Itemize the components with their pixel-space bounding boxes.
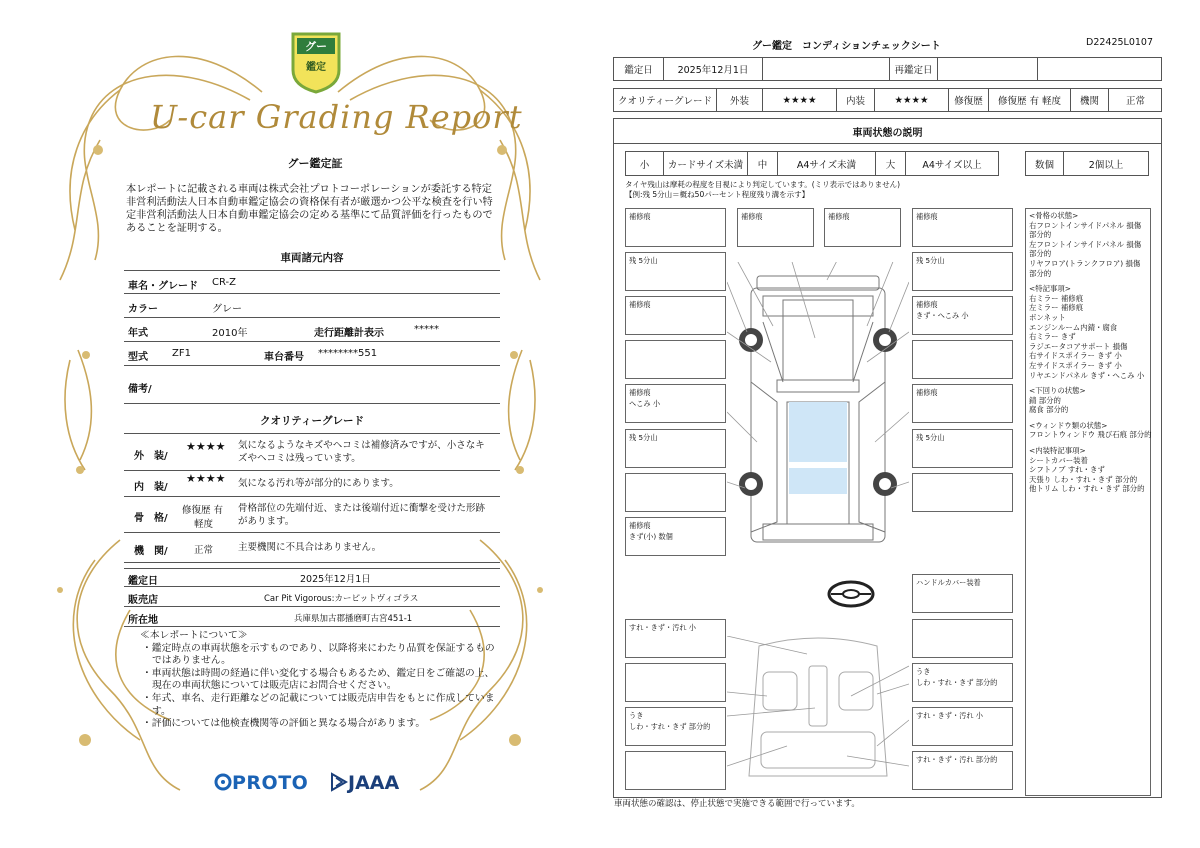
date-value: 2025年12月1日 — [300, 574, 371, 585]
interior-label: 内 装/ — [134, 482, 168, 493]
car-exterior-diagram — [727, 262, 909, 560]
note-box: 補修痕 — [625, 296, 726, 335]
engine-value: 正常 — [1125, 96, 1145, 107]
list-item: ボンネット — [1029, 312, 1066, 322]
list-item: リヤエンドパネル きず・へこみ 小 — [1029, 370, 1145, 380]
exterior-label: 外 装/ — [134, 451, 168, 462]
note-box — [912, 340, 1013, 379]
size-small: 小 — [626, 152, 664, 175]
proto-logo: PROTO — [214, 772, 308, 794]
size-legend — [625, 151, 999, 176]
sheet-id: D22425L0107 — [1086, 37, 1154, 48]
list-item: 他トリム しわ・すれ・きず 部分的 — [1029, 484, 1145, 494]
condition-notes-list — [1025, 208, 1151, 796]
spec-row-color — [124, 294, 500, 318]
list-item: 左フロントインサイドパネル 損傷 — [1029, 239, 1142, 249]
frame-value-degree: 軽度 — [194, 519, 214, 530]
list-item: <内装特記事項> — [1029, 446, 1086, 456]
note-box: すれ・きず・汚れ 小 — [912, 707, 1013, 746]
note-box: 補修痕 きず(小) 数個 — [625, 517, 726, 556]
spec-row-model — [124, 342, 500, 366]
color-value: グレー — [212, 304, 242, 315]
note-box: うき しわ・すれ・きず 部分的 — [912, 663, 1013, 702]
state-title: 車両状態の説明 — [613, 118, 1162, 144]
date-value: 2025年12月1日 — [664, 58, 763, 80]
date-row — [613, 57, 1162, 81]
count-desc: 2個以上 — [1088, 159, 1124, 171]
logo-area — [214, 768, 414, 804]
int-stars: ★★★★ — [875, 89, 949, 111]
quality-row-engine — [124, 533, 500, 563]
frame-label: 骨 格/ — [134, 513, 168, 524]
sheet-title: グー鑑定 コンディションチェックシート — [752, 41, 941, 52]
list-item: <ウィンドウ類の状態> — [1029, 420, 1108, 430]
size-large-desc: A4サイズ以上 — [922, 159, 982, 171]
chassis-value: ********551 — [318, 348, 378, 359]
note-box — [625, 751, 726, 790]
engine-desc: 主要機関に不具合はありません。 — [238, 542, 382, 553]
note-box: 補修痕 へこみ 小 — [625, 384, 726, 423]
size-mid-desc: A4サイズ未満 — [778, 152, 876, 175]
list-item: 右ミラー きず — [1029, 332, 1076, 342]
note-box: 残 5分山 — [625, 252, 726, 291]
info-row-date — [124, 568, 500, 587]
list-item: リヤフロア(トランクフロア) 損傷 — [1029, 258, 1141, 268]
jaaa-logo: JAAA — [330, 772, 399, 794]
remarks-label: 備考/ — [128, 384, 152, 395]
about-item: ・年式、車名、走行距離などの記載については販売店申告をもとに作成しています。 — [142, 692, 495, 717]
quality-row-frame — [124, 497, 500, 533]
reinspect-extra — [1038, 58, 1162, 80]
note-box: 補修痕 — [625, 208, 726, 247]
goo-appraisal-badge-icon — [287, 30, 345, 94]
list-item: <下回りの状態> — [1029, 386, 1086, 396]
grade-row — [613, 88, 1162, 112]
exterior-desc: 気になるようなキズやヘコミは補修済みですが、小さなキズやヘコミは残っています。 — [238, 440, 485, 464]
note-box — [912, 473, 1013, 512]
note-box: うき しわ・すれ・きず 部分的 — [625, 707, 726, 746]
quality-section-title: クオリティーグレード — [260, 415, 364, 427]
ext-stars: ★★★★ — [763, 89, 837, 111]
note-box: すれ・きず・汚れ 部分的 — [912, 751, 1013, 790]
list-item: 右フロントインサイドパネル 損傷 — [1029, 220, 1142, 230]
year-label: 年式 — [128, 328, 148, 339]
exterior-stars: ★★★★ — [186, 440, 226, 453]
note-box — [625, 663, 726, 702]
engine-value: 正常 — [194, 545, 214, 556]
quality-row-exterior — [124, 433, 500, 471]
about-item: ・鑑定時点の車両状態を示すものであり、以降将来にわたり品質を保証するものではありません。 — [142, 642, 495, 667]
svg-text:グー: グー — [305, 40, 327, 53]
list-item: 部分的 — [1029, 230, 1052, 240]
repair-value: 修復歴 有 軽度 — [989, 89, 1071, 111]
shop-label: 販売店 — [128, 595, 158, 606]
list-item: エンジンルーム内錆・腐食 — [1029, 322, 1118, 332]
name-value: CR-Z — [212, 277, 236, 288]
list-item: <骨格の状態> — [1029, 211, 1079, 220]
color-label: カラー — [128, 304, 158, 315]
note-box: 補修痕 — [737, 208, 814, 247]
mileage-label: 走行距離計表示 — [314, 328, 384, 339]
about-report — [140, 630, 500, 731]
list-item: シフトノブ すれ・きず — [1029, 465, 1105, 475]
list-item: ラジエータコアサポート 損傷 — [1029, 341, 1128, 351]
interior-stars: ★★★★ — [186, 472, 226, 485]
spec-row-remarks — [124, 366, 500, 404]
interior-desc: 気になる汚れ等が部分的にあります。 — [238, 478, 399, 489]
note-box: ハンドルカバー装着 — [912, 574, 1013, 613]
list-item: シートカバー装着 — [1029, 455, 1088, 465]
note-box: 補修痕 — [912, 208, 1013, 247]
note-box: 補修痕 — [912, 384, 1013, 423]
info-row-shop — [124, 587, 500, 607]
count-label: 数個 — [1026, 152, 1064, 175]
reinspect-value — [938, 58, 1038, 80]
list-item: 腐食 部分的 — [1029, 405, 1069, 415]
list-item: 右サイドスポイラー きず 小 — [1029, 351, 1122, 361]
shop-value: Car Pit Vigorous:カーピットヴィゴラス — [264, 594, 419, 604]
svg-text:鑑定: 鑑定 — [306, 62, 326, 73]
note-box: 補修痕 — [824, 208, 901, 247]
list-item: 部分的 — [1029, 268, 1052, 278]
list-item: フロントウィンドウ 飛び石痕 部分的 — [1029, 430, 1152, 440]
date-label: 鑑定日 — [614, 58, 664, 80]
list-item: 右ミラー 補修痕 — [1029, 293, 1084, 303]
list-item: 左サイドスポイラー きず 小 — [1029, 360, 1122, 370]
info-row-address — [124, 607, 500, 627]
count-legend — [1025, 151, 1149, 176]
ext-label: 外装 — [717, 89, 763, 111]
note-box — [625, 473, 726, 512]
grade-label: クオリティーグレード — [614, 89, 717, 111]
frame-desc: 骨格部位の先端付近、または後端付近に衝撃を受けた形跡があります。 — [238, 503, 486, 527]
model-label: 型式 — [128, 352, 148, 363]
frame-value-repair: 修復歴 有 — [182, 505, 224, 516]
steering-wheel-icon — [827, 580, 875, 608]
about-item: ・車両状態は時間の経過に伴い変化する場合もあるため、鑑定日をご確認の上、現在の車両状態については販売店にお問合せください。 — [142, 667, 495, 692]
list-item: 左ミラー 補修痕 — [1029, 303, 1084, 313]
size-large: 大 — [876, 152, 906, 175]
model-value: ZF1 — [172, 348, 191, 359]
report-script-title: U-car Grading Report — [150, 98, 523, 136]
chassis-label: 車台番号 — [264, 352, 304, 363]
proto-mark-icon — [214, 773, 232, 791]
tire-note-example: 【例:残 5分山＝概ね50パーセント程度残り溝を示す】 — [625, 190, 810, 199]
engine-label: 機関 — [1071, 89, 1109, 111]
about-title: ≪本レポートについて≫ — [140, 630, 248, 641]
note-box: 残 5分山 — [912, 429, 1013, 468]
mileage-value: ***** — [414, 324, 439, 335]
repair-label: 修復歴 — [949, 89, 989, 111]
list-item: 部分的 — [1029, 249, 1052, 259]
year-value: 2010年 — [212, 328, 248, 339]
address-label: 所在地 — [128, 615, 158, 626]
certificate-body: 本レポートに記載される車両は株式会社プロトコーポレーションが委託する特定非営利活動法人日本自動車鑑定協会の資格保有者が厳選かつ公平な検査を行い特定非営利活動法人日本自動車鑑定協会の定める基準にて品質評価を行ったものであることを証明する。 — [126, 184, 493, 234]
reinspect-label: 再鑑定日 — [890, 58, 938, 80]
size-small-desc: カードサイズ未満 — [664, 152, 748, 175]
address-value: 兵庫県加古郡播磨町古宮451-1 — [294, 614, 413, 624]
note-box: すれ・きず・汚れ 小 — [625, 619, 726, 658]
list-item: <特記事項> — [1029, 284, 1071, 294]
footer-note: 車両状態の確認は、停止状態で実施できる範囲で行っています。 — [614, 799, 860, 809]
size-mid: 中 — [748, 152, 778, 175]
certificate-title: グー鑑定証 — [287, 157, 343, 170]
int-label: 内装 — [837, 89, 875, 111]
spec-row-year — [124, 318, 500, 342]
jaaa-mark-icon — [330, 772, 348, 792]
note-box: 残 5分山 — [625, 429, 726, 468]
note-box: 残 5分山 — [912, 252, 1013, 291]
about-item: ・評価については他検査機関等の評価と異なる場合があります。 — [142, 718, 426, 730]
note-box — [912, 619, 1013, 658]
tire-note: タイヤ残山は摩耗の程度を目視により判定しています。(ミリ表示ではありません) — [625, 180, 901, 189]
quality-row-interior — [124, 471, 500, 497]
specs-section-title: 車両諸元内容 — [280, 252, 344, 264]
list-item: 錆 部分的 — [1029, 395, 1061, 405]
note-box — [625, 340, 726, 379]
date-empty — [763, 58, 890, 80]
name-label: 車名・グレード — [128, 281, 198, 292]
engine-label: 機 関/ — [134, 546, 168, 557]
spec-row-name — [124, 270, 500, 294]
car-interior-diagram — [727, 636, 909, 786]
date-label: 鑑定日 — [128, 576, 158, 587]
note-box: 補修痕 きず・へこみ 小 — [912, 296, 1013, 335]
list-item: 天張り しわ・すれ・きず 部分的 — [1029, 474, 1138, 484]
